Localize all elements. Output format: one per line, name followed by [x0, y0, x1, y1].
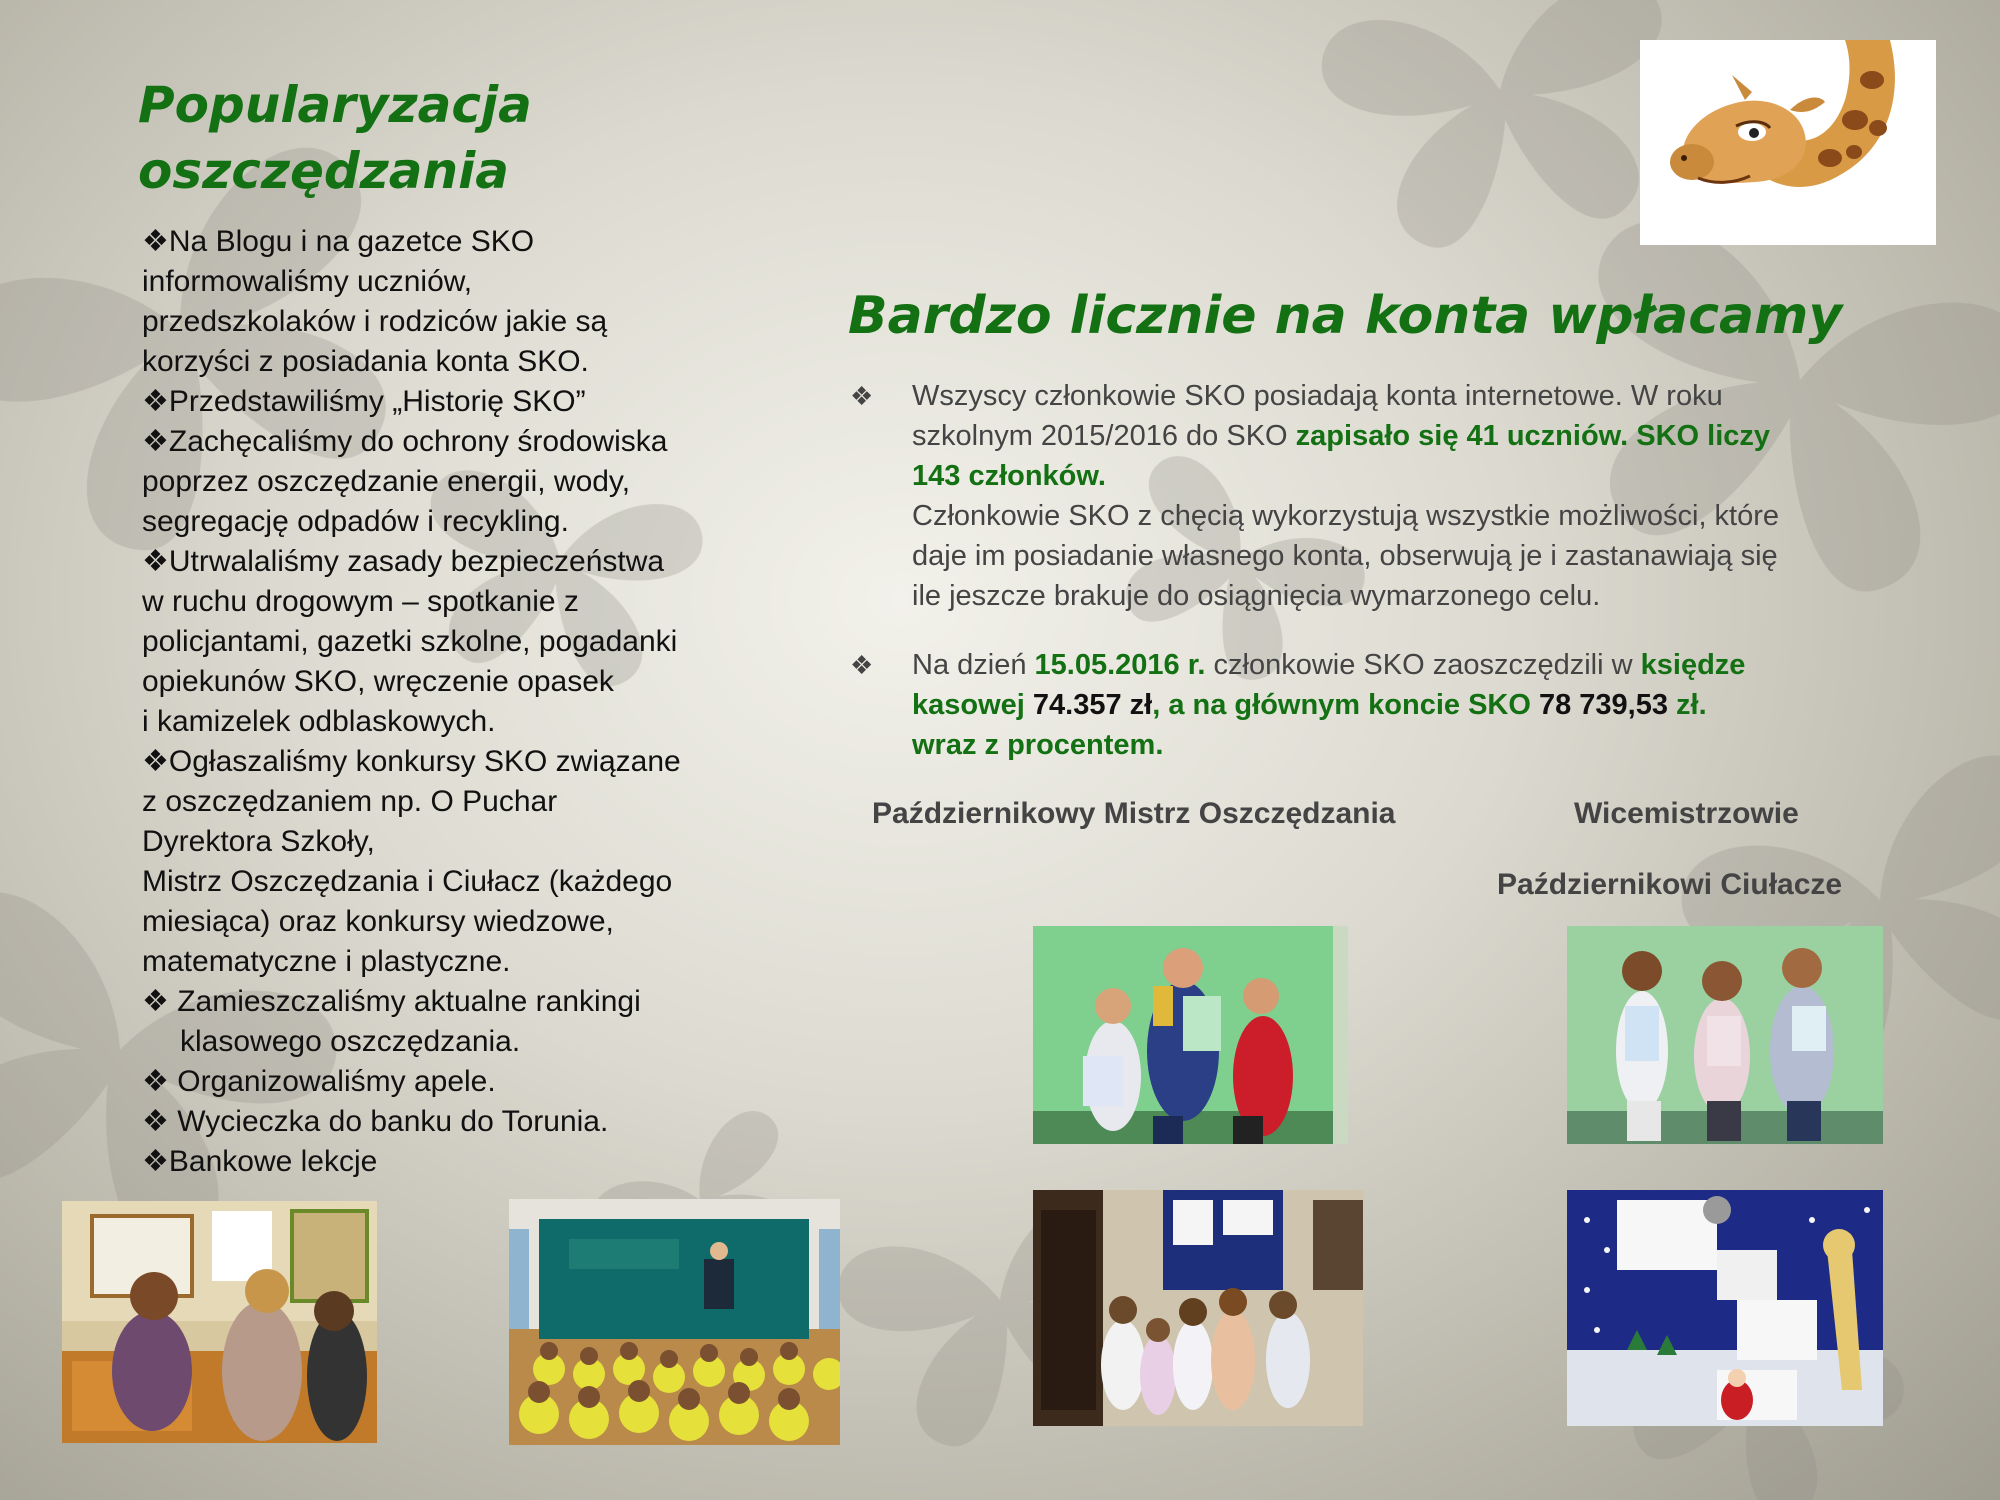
- with-interest-label: wraz z procentem.: [912, 729, 1164, 761]
- activity-line: ❖ Wycieczka do banku do Torunia.: [142, 1105, 609, 1138]
- activity-line: ❖Ogłaszaliśmy konkursy SKO związane: [142, 745, 681, 778]
- photo-school-assembly: [509, 1199, 840, 1445]
- cash-book-label: księdze: [1640, 649, 1746, 681]
- activity-line: opiekunów SKO, wręczenie opasek: [142, 665, 614, 698]
- activity-line: segregację odpadów i recykling.: [142, 505, 569, 538]
- giraffe-illustration: [1640, 40, 1936, 245]
- membership-bullet: [850, 376, 1910, 616]
- activity-line: ❖ Zamieszczaliśmy aktualne rankingi: [142, 985, 641, 1018]
- activity-line: informowaliśmy uczniów,: [142, 265, 473, 298]
- activity-line: z oszczędzaniem np. O Puchar: [142, 785, 558, 818]
- activity-line: matematyczne i plastyczne.: [142, 945, 511, 978]
- title-line-1: Popularyzacja: [138, 76, 532, 134]
- activity-line: ❖Utrwalaliśmy zasady bezpieczeństwa: [142, 545, 665, 578]
- section-title-popularization: [138, 72, 778, 204]
- activity-line: Mistrz Oszczędzania i Ciułacz (każdego: [142, 865, 673, 898]
- caption-october-master: Październikowy Mistrz Oszczędzania: [872, 797, 1396, 830]
- popularization-activities-list: [142, 222, 762, 1182]
- photo-children-at-board: [62, 1201, 377, 1443]
- total-members-highlight: 143 członków.: [912, 460, 1106, 492]
- membership-line-2: [912, 416, 1910, 456]
- giraffe-icon: [1640, 40, 1936, 245]
- activity-line: ❖Przedstawiliśmy „Historię SKO”: [142, 385, 586, 418]
- cash-book-amount: 74.357 zł: [1024, 689, 1153, 721]
- savings-line-1: [912, 645, 1910, 685]
- new-members-highlight: zapisało się 41 uczniów. SKO liczy: [1295, 420, 1771, 452]
- bullet-diamond-icon: ❖: [850, 650, 874, 680]
- main-account-amount: 78 739,53: [1538, 689, 1668, 721]
- savings-line-2: [912, 685, 1910, 725]
- membership-line-6: ile jeszcze brakuje do osiągnięcia wymarzonego celu.: [912, 580, 1601, 612]
- activity-line: miesiąca) oraz konkursy wiedzowe,: [142, 905, 614, 938]
- activity-line: przedszkolaków i rodziców jakie są: [142, 305, 608, 338]
- savings-date: 15.05.2016 r.: [1034, 649, 1206, 681]
- savings-text: Na dzień: [912, 649, 1035, 681]
- photo-october-savers: [1567, 926, 1883, 1144]
- activity-line: ❖Na Blogu i na gazetce SKO: [142, 225, 535, 258]
- membership-line-5: daje im posiadanie własnego konta, obserwują je i zastanawiają się: [912, 540, 1778, 572]
- activity-line: ❖Zachęcaliśmy do ochrony środowiska: [142, 425, 668, 458]
- membership-line-4: Członkowie SKO z chęcią wykorzystują wszystkie możliwości, które: [912, 500, 1780, 532]
- section-title-deposits: Bardzo licznie na konta wpłacamy: [848, 286, 1843, 346]
- activity-line: korzyści z posiadania konta SKO.: [142, 345, 589, 378]
- activity-line: poprzez oszczędzanie energii, wody,: [142, 465, 631, 498]
- activity-line: w ruchu drogowym – spotkanie z: [142, 585, 579, 618]
- activity-line: policjantami, gazetki szkolne, pogadanki: [142, 625, 678, 658]
- activity-line: Dyrektora Szkoły,: [142, 825, 375, 858]
- photo-giraffe-notice-board: [1567, 1190, 1883, 1426]
- caption-october-savers: Październikowi Ciułacze: [1497, 868, 1843, 901]
- caption-vice-masters: Wicemistrzowie: [1574, 797, 1799, 830]
- photo-children-notice-board: [1033, 1190, 1363, 1426]
- cash-book-label: kasowej: [912, 689, 1025, 721]
- savings-bullet: [850, 645, 1910, 765]
- activity-line: i kamizelek odblaskowych.: [142, 705, 496, 738]
- membership-text: szkolnym 2015/2016 do SKO: [912, 420, 1296, 452]
- title-line-2: oszczędzania: [138, 142, 509, 200]
- currency-label: zł.: [1668, 689, 1707, 721]
- membership-line-1: Wszyscy członkowie SKO posiadają konta internetowe. W roku: [912, 380, 1723, 412]
- activity-line: ❖Bankowe lekcje: [142, 1145, 378, 1178]
- photo-october-master: [1033, 926, 1348, 1144]
- bullet-diamond-icon: ❖: [850, 381, 874, 411]
- activity-line: ❖ Organizowaliśmy apele.: [142, 1065, 496, 1098]
- savings-text: członkowie SKO zaoszczędzili w: [1205, 649, 1641, 681]
- main-account-label: , a na głównym koncie SKO: [1152, 689, 1539, 721]
- activity-line: klasowego oszczędzania.: [180, 1025, 521, 1058]
